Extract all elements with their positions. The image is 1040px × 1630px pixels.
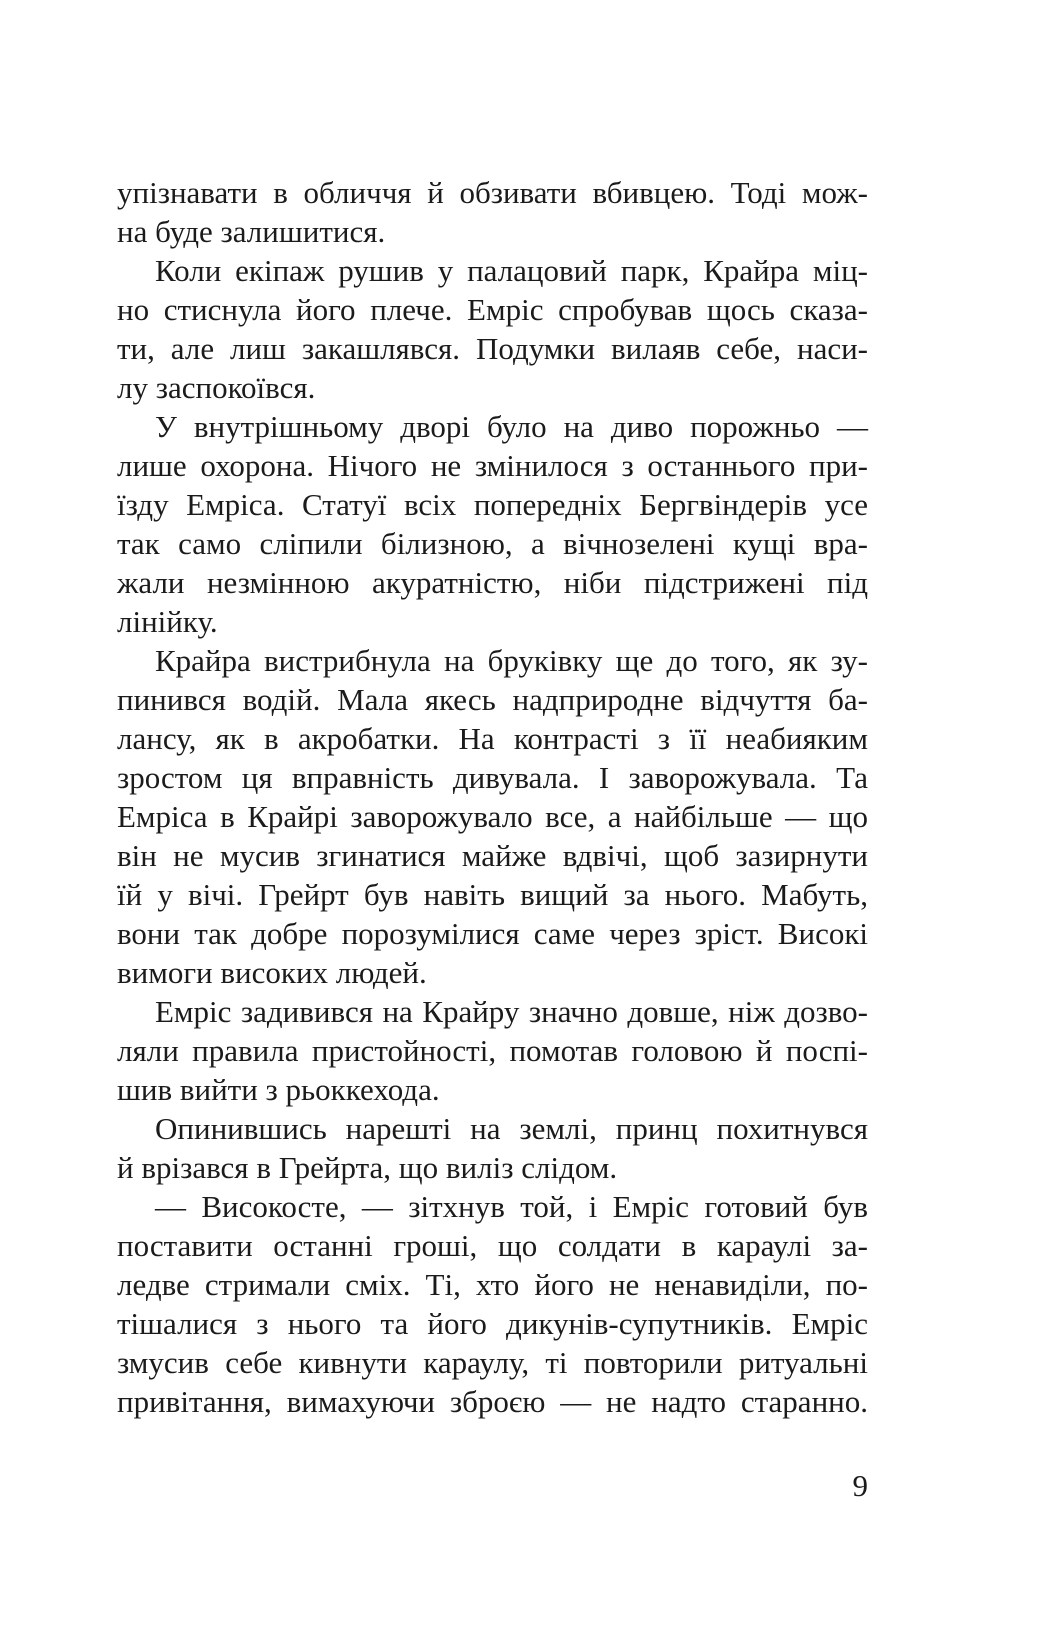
text-line: Крайра вистрибнула на бруківку ще до того, як зу-: [155, 643, 868, 678]
text-line: тішалися з нього та його дикунів-супутників. Емріс: [117, 1306, 868, 1341]
text-line: — Високосте, — зітхнув той, і Емріс готовий був: [155, 1189, 868, 1224]
text-line: їй у вічі. Грейрт був навіть вищий за нього. Мабуть,: [117, 877, 868, 912]
text-line: Емріс задивився на Крайру значно довше, ніж дозво-: [155, 994, 868, 1029]
text-line: й врізався в Грейрта, що виліз слідом.: [117, 1150, 618, 1185]
text-line: У внутрішньому дворі було на диво порожньо —: [155, 409, 868, 444]
text-line: лу заспокоївся.: [117, 370, 316, 405]
text-line: на буде залишитися.: [117, 214, 386, 249]
text-line: лансу, як в акробатки. На контрасті з її неабияким: [117, 721, 868, 756]
text-line: лінійку.: [117, 604, 218, 639]
text-line: зростом ця вправність дивувала. І заворожувала. Та: [117, 760, 868, 795]
text-line: ледве стримали сміх. Ті, хто його не ненавиділи, по-: [117, 1267, 868, 1302]
text-line: ти, але лиш закашлявся. Подумки вилаяв себе, наси-: [117, 331, 868, 366]
page-number: 9: [852, 1468, 868, 1503]
text-line: упізнавати в обличчя й обзивати вбивцею. Тоді мож-: [117, 175, 868, 210]
text-line: лише охорона. Нічого не змінилося з останнього при-: [117, 448, 868, 483]
text-line: пинився водій. Мала якесь надприродне відчуття ба-: [117, 682, 868, 717]
text-line: так само сліпили білизною, а вічнозелені кущі вра-: [117, 526, 868, 561]
text-line: вони так добре порозумілися саме через зріст. Високі: [117, 916, 868, 951]
text-line: ляли правила пристойності, помотав головою й поспі-: [117, 1033, 868, 1068]
text-line: привітання, вимахуючи зброєю — не надто старанно.: [117, 1384, 868, 1419]
text-line: шив вийти з рьоккехода.: [117, 1072, 440, 1107]
text-line: Емріса в Крайрі заворожувало все, а найбільше — що: [117, 799, 868, 834]
text-line: він не мусив згинатися майже вдвічі, щоб зазирнути: [117, 838, 868, 873]
text-line: но стиснула його плече. Емріс спробував щось сказа-: [117, 292, 868, 327]
text-line: жали незмінною акуратністю, ніби підстрижені під: [117, 565, 868, 600]
text-line: вимоги високих людей.: [117, 955, 427, 990]
text-line: Коли екіпаж рушив у палацовий парк, Крайра міц-: [155, 253, 868, 288]
text-line: змусив себе кивнути караулу, ті повторили ритуальні: [117, 1345, 868, 1380]
text-line: їзду Емріса. Статуї всіх попередніх Бергвіндерів усе: [117, 487, 868, 522]
text-line: Опинившись нарешті на землі, принц похитнувся: [155, 1111, 868, 1146]
text-block: [117, 173, 868, 1421]
text-line: поставити останні гроші, що солдати в караулі за-: [117, 1228, 868, 1263]
